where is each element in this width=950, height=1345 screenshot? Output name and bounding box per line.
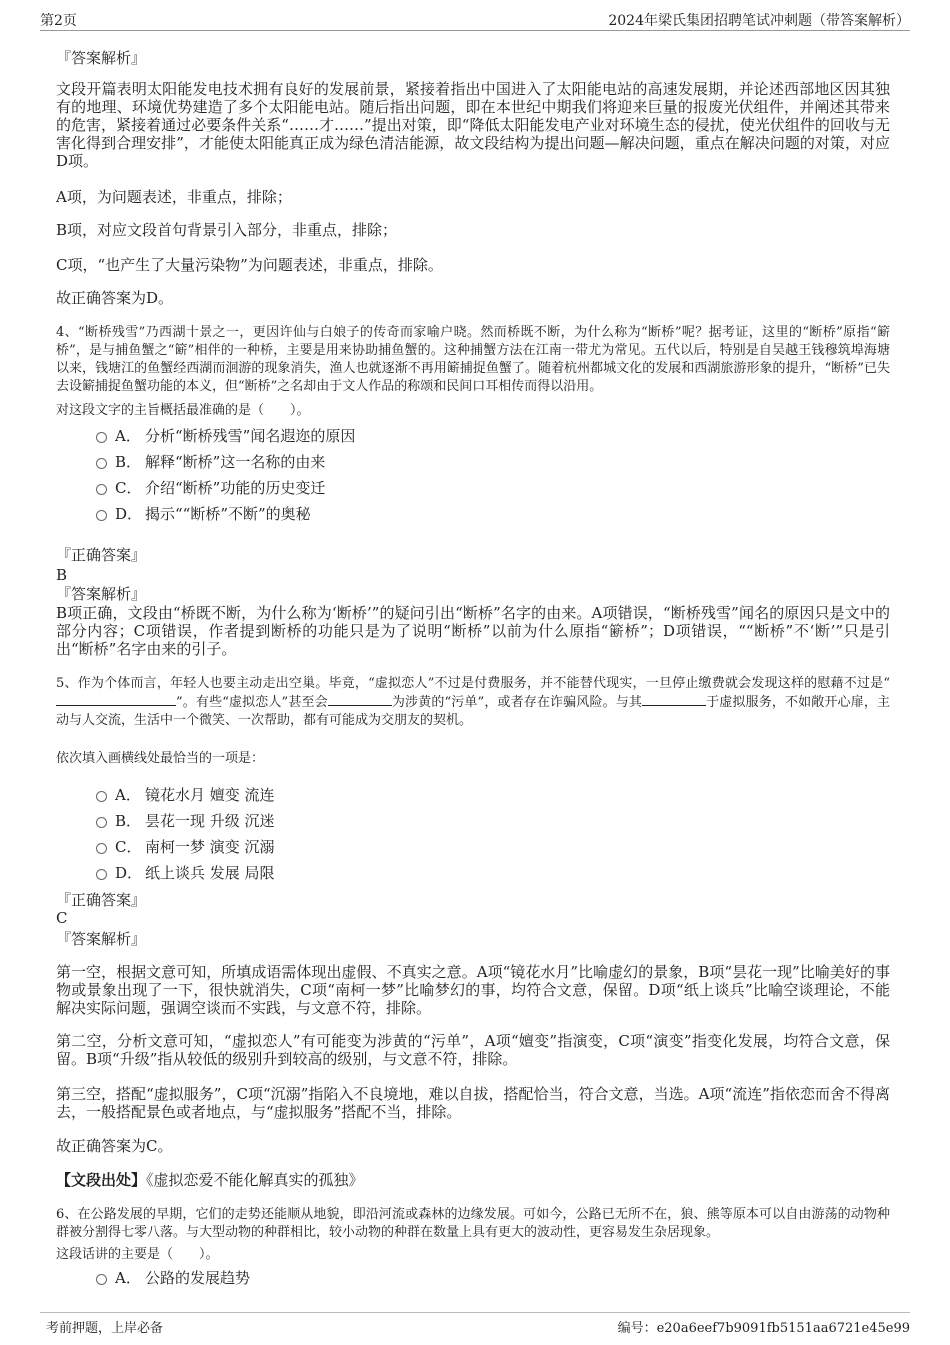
q5-analysis-1: 第一空，根据文意可知，所填成语需体现出虚假、不真实之意。A项“镜花水月”比喻虚幻的景象，B项“昙花一现”比喻美好的事物或景象出现了一下，很快就消失，C项“南柯一梦”比喻梦幻的事，均符合文意，保留。D项“纸上谈兵”比喻空谈理论，不能解决实际问题，强调空谈而不实践，与文意不符，排除。 [56,963,890,1017]
radio-icon[interactable] [96,817,107,828]
source-label: 【文段出处】 [56,1171,147,1189]
q5-option-b[interactable]: B． 昙花一现 升级 沉迷 [96,811,275,831]
radio-icon[interactable] [96,432,107,443]
radio-icon[interactable] [96,869,107,880]
blank-1[interactable] [56,693,176,706]
q4-option-c[interactable]: C． 介绍“断桥”功能的历史变迁 [96,478,325,498]
radio-icon[interactable] [96,510,107,521]
q3-analysis-label: 『答案解析』 [56,49,147,67]
q6-option-a[interactable]: A． 公路的发展趋势 [96,1268,250,1288]
q5-question: 依次填入画横线处最恰当的一项是： [56,751,265,766]
q4-option-d[interactable]: D． 揭示““断桥”不断”的奥秘 [96,504,311,524]
radio-icon[interactable] [96,458,107,469]
radio-icon[interactable] [96,484,107,495]
radio-icon[interactable] [96,791,107,802]
document-title: 2024年梁氏集团招聘笔试冲刺题（带答案解析） [608,13,910,29]
q4-stem: 4、“断桥残雪”乃西湖十景之一，更因许仙与白娘子的传奇而家喻户晓。然而桥既不断，为什么称为“断桥”呢？据考证，这里的“断桥”原指“簖桥”，是与捕鱼蟹之“簖”相伴的一种桥，主要是用来协助捕鱼蟹的。这种捕蟹方法在江南一带尤为常见。五代以后，特别是自吴越王钱穆筑埠海塘以来，钱塘江的鱼蟹经西湖而洄游的现象消失，渔人也就逐渐不再用簖捕捉鱼蟹了。随着杭州都城文化的发展和西湖旅游形象的提升，“断桥”已失去设簖捕捉鱼蟹功能的本义，但“断桥”之名却由于文人作品的称颂和民间口耳相传而得以沿用。 [56,325,890,394]
source-title: 《虚拟恋爱不能化解真实的孤独》 [146,1171,364,1189]
q6-stem: 6、在公路发展的早期，它们的走势还能顺从地貌，即沿河流或森林的边缘发展。可如今，公路已无所不在，狼、熊等原本可以自由游荡的动物种群被分割得七零八落。与大型动物的种群相比，较小动物的种群在数量上具有更大的波动性，更容易发生杂居现象。 [56,1207,890,1240]
q5-analysis-3: 第三空，搭配“虚拟服务”，C项“沉溺”指陷入不良境地，难以自拔，搭配恰当，符合文意，当选。A项“流连”指依恋而舍不得离去，一般搭配景色或者地点，与“虚拟服务”搭配不当，排除。 [56,1085,890,1121]
q5-analysis-2: 第二空，分析文意可知，“虚拟恋人”有可能变为涉黄的“污单”，A项“嬗变”指演变，C项“演变”指变化发展，均符合文意，保留。B项“升级”指从较低的级别升到较高的级别，与文意不符，排除。 [56,1032,890,1068]
q4-answer: B [56,566,68,584]
q4-analysis-label: 『答案解析』 [56,585,147,603]
q4-question: 对这段文字的主旨概括最准确的是（ ）。 [56,403,310,418]
blank-2[interactable] [328,693,392,706]
q4-option-b[interactable]: B． 解释“断桥”这一名称的由来 [96,452,325,472]
q5-option-a[interactable]: A． 镜花水月 嬗变 流连 [96,785,275,805]
page-header [40,10,910,31]
q5-option-d[interactable]: D． 纸上谈兵 发展 局限 [96,863,275,883]
q4-analysis: B项正确，文段由“桥既不断，为什么称为‘断桥’”的疑问引出“断桥”名字的由来。A项错误，“断桥残雪”闻名的原因只是文中的部分内容；C项错误，作者提到断桥的功能只是为了说明“断桥”以前为什么原指“簖桥”；D项错误，““断桥”不‘断’”只是引出“断桥”名字由来的引子。 [56,604,890,658]
q3-line-c: C项，“也产生了大量污染物”为问题表述，非重点，排除。 [56,256,443,274]
document-id: 编号：e20a6eef7b9091fb5151aa6721e45e99 [617,1321,910,1336]
q3-conclusion: 故正确答案为D。 [56,289,174,307]
q5-source [56,1171,890,1189]
q5-answer-label: 『正确答案』 [56,891,147,909]
q4-answer-label: 『正确答案』 [56,546,147,564]
q6-question: 这段话讲的主要是（ ）。 [56,1247,219,1262]
q3-line-b: B项，对应文段首句背景引入部分，非重点，排除； [56,221,398,239]
q4-option-a[interactable]: A． 分析“断桥残雪”闻名遐迩的原因 [96,426,355,446]
q5-answer: C [56,909,68,927]
page-footer [40,1312,910,1339]
q5-option-c[interactable]: C． 南柯一梦 演变 沉溺 [96,837,275,857]
q3-analysis: 文段开篇表明太阳能发电技术拥有良好的发展前景，紧接着指出中国进入了太阳能电站的高速发展期，并论述西部地区因其独有的地理、环境优势建造了多个太阳能电站。随后指出问题，即在本世纪中期我们将迎来巨量的报废光伏组件，并阐述其带来的危害，紧接着通过必要条件关系“……才……”提出对策，即“降低太阳能发电产业对环境生态的侵扰，使光伏组件的回收与无害化得到合理安排”，才能使太阳能真正成为绿色清洁能源，故文段结构为提出问题—解决问题，重点在解决问题的对策，对应D项。 [56,80,890,170]
q5-analysis-label: 『答案解析』 [56,930,147,948]
footer-slogan: 考前押题，上岸必备 [46,1321,164,1336]
page-number: 第2页 [40,13,77,29]
q3-line-a: A项，为问题表述，非重点，排除； [56,188,292,206]
q5-conclusion: 故正确答案为C。 [56,1137,173,1155]
q5-stem: 5、作为个体而言，年轻人也要主动走出空巢。毕竟，“虚拟恋人”不过是付费服务，并不能替代现实，一旦停止缴费就会发现这样的慰藉不过是“”。有些“虚拟恋人”甚至会 为涉黄的“污单”，或者存在诈骗风险。与其 于虚拟服务，不如敞开心扉，主动与人交流，生活中一个微笑、一次帮助，都有可能成为交朋友的契机。 [56,676,890,728]
blank-3[interactable] [642,693,706,706]
radio-icon[interactable] [96,843,107,854]
radio-icon[interactable] [96,1274,107,1285]
